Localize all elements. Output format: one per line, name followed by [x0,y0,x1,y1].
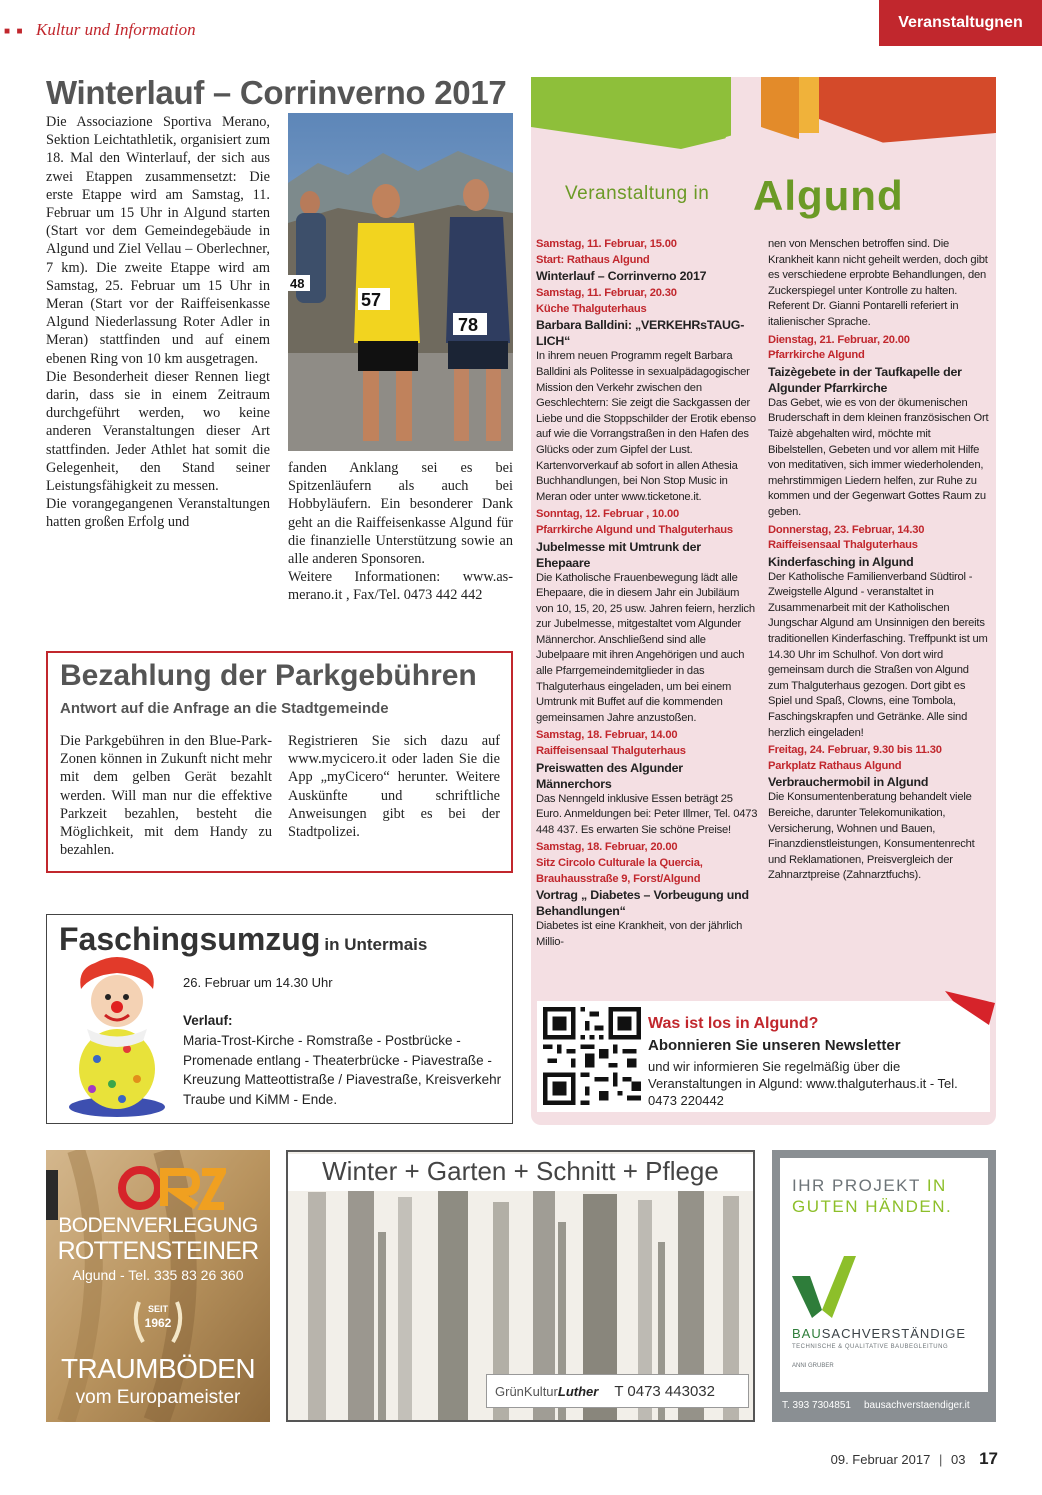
ad-brand [792,1326,966,1341]
qr-code-icon[interactable] [543,1007,641,1105]
clown-icon [67,949,167,1117]
article-title: Winterlauf – Corrinverno 2017 [46,74,507,111]
ad-contact-bar [486,1374,749,1408]
footer-separator: | [938,1452,943,1467]
event-item [536,507,758,726]
ad-gruenkultur[interactable] [286,1150,755,1422]
parking-column-1: Die Parkgebühren in den Blue-Park-Zonen können in Zukunft nicht mehr mit dem gelben Gerät bezahlt werden. Will man nur die effektive Parkzeit bezahlen, besteht die Möglichkeit, mit dem Handy zu bezahlen. [60,733,272,859]
event-text: Das Nenngeld inklusive Essen beträgt 25 Euro. Anmeldungen bei: Peter Illmer, Tel. 0473 448 437. Es erwarten Sie schöne Preise! [536,792,758,836]
event-item [768,523,990,742]
event-title: Vortrag „ Diabetes – Vorbeugung und Behandlungen“ [536,888,749,919]
event-text: Diabetes ist eine Krankheit, von der jährlich Millio- [536,920,743,948]
newsletter-title: Was ist los in Algund? [648,1015,819,1032]
seit-year: 1962 [144,1316,172,1330]
seit-badge [129,1292,187,1350]
parking-column-2: Registrieren Sie sich dazu auf www.mycicero.it oder laden Sie die App „myCicero“ herunter. Weitere Auskünfte und schriftliche Anweisungen gibt es bei der Stadtpolizei. [288,733,500,841]
ad-headline-1 [792,1176,947,1196]
event-place: Küche Thalguterhaus [536,302,647,315]
events-heading-big: Algund [753,172,904,219]
event-date: Samstag, 11. Februar, 20.30 [536,287,677,300]
ad-bodenverlegung[interactable] [46,1150,270,1422]
event-date: Donnerstag, 23. Februar, 14.30 [768,523,925,536]
newsletter-box [537,1001,990,1112]
fasching-route-label: Verlauf: [183,1013,233,1028]
event-text: Die Konsumentenberatung behandelt viele Bereiche, darunter Telekomunikation, Versicherung, Wohnen und Bauen, Finanzdienstleistungen, Konsumentenrecht und Reklamationen, Preisvergleich der Zahnarztpreise (Zahnarztfuchs). [768,791,975,882]
event-item [536,840,758,950]
event-title: Jubelmesse mit Umtrunk der Ehepaare [536,539,701,570]
ad-phone: Algund - Tel. 335 83 26 360 [72,1267,244,1283]
seit-label: SEIT [147,1304,168,1314]
event-title: Preiswatten des Algunder Männerchors [536,760,683,791]
article-column-2 [288,459,513,605]
ad-headline: Winter + Garten + Schnitt + Pflege [288,1154,753,1191]
ad-slogan: TRAUMBÖDEN [60,1353,256,1384]
event-place: Sitz Circolo Culturale la Quercia, Brauhausstraße 9, Forst/Algund [536,857,703,885]
newsletter-text: und wir informieren Sie regelmäßig über die Veranstaltungen in Algund: www.thalguterhaus.it - Tel. 0473 220442 [648,1059,958,1108]
newsletter-subtitle: Abonnieren Sie unseren Newsletter [648,1037,901,1054]
runners-photo [288,113,513,451]
event-title: Barbara Balldini: „VERKEHRsTAUG-LICH“ [536,318,745,349]
article-contact: Weitere Informationen: www.as-merano.it , Fax/Tel. 0473 442 442 [288,569,513,604]
event-date: Samstag, 18. Februar, 14.00 [536,729,678,742]
events-column-right [768,237,990,886]
bau-logo-icon [792,1256,856,1318]
event-continuation: nen von Menschen betroffen sind. Die Krankheit kann nicht geheilt werden, doch gibt es verschiedene erprobte Behandlungen, den Zuckerspiegel unter Kontrolle zu halten. Referent Dr. Gianni Pontarelli referiert in italienischer Sprache. [768,238,988,328]
event-date: Sonntag, 12. Februar , 10.00 [536,508,679,521]
event-title: Verbrauchermobil in Algund [768,775,929,790]
event-place: Start: Rathaus Algund [536,253,650,266]
category-tab: Veranstaltugnen [879,0,1042,46]
event-place: Pfarrkirche Algund [768,349,865,362]
article-paragraph: fanden Anklang sei es bei Spitzenläufern als auch bei Hobbyläufern. Ein besonderer Dank geht an die Raiffeisenkasse Algund für die finanzielle Unterstützung sowie an alle anderen Sponsoren. [288,460,513,568]
fasching-route: Maria-Trost-Kirche - Romstraße - Postbrücke - Promenade entlang - Theaterbrücke - Piavestraße - Kreuzung Matteottistraße / Piavestraße, Kreisverkehr Traube und KiMM - Ende. [183,1033,502,1107]
orz-logo-icon [116,1162,226,1214]
event-text: Das Gebet, wie es von der ökumenischen Bruderschaft in dem kleinen französischen Ort Taizè abgehalten wird, möchte mit Bibelstellen, Gebeten und vor allem mit Hilfe von meditativen, sich immer wiederholenden, mehrstimmigen Liedern helfen, zur Ruhe zu kommen und der Gegenwart Gottes Raum zu geben. [768,396,989,518]
event-text: Der Katholische Familienverband Südtirol - Zweigstelle Algund - veranstaltet in Zusammenarbeit mit der Katholischen Jungschar Algund am Unsinnigen den bereits traditionellen Kinderfasching. Treffpunkt ist um 14.30 Uhr im Schulhof. Von dort wird gemeinsam durch die Straßen von Algund zum Thalguterhaus gezogen. Dort gibt es Spiel und Spaß, Clowns, eine Tombola, Faschingskrapfen und Getränke. Alle sind herzlich eingeladen! [768,570,988,739]
events-heading-small: Veranstaltung in [565,183,710,204]
ad-phone: T 0473 443032 [614,1382,715,1400]
headline-text: IHR PROJEKT [792,1176,921,1195]
event-title: Taizègebete in der Taufkapelle der Algunder Pfarrkirche [768,364,962,395]
article-paragraph: Die vorangegangenen Veranstaltungen hatten großen Erfolg und [46,496,270,531]
events-panel [531,77,996,1125]
ad-tagline: TECHNISCHE & QUALITATIVE BAUBEGLEITUNG [792,1344,949,1350]
article-column-1 [46,113,270,532]
event-item [536,286,758,505]
events-column-left [536,237,758,952]
runner-bib-48: 48 [290,276,305,291]
brand-b: SACHVERSTÄNDIGE [821,1326,967,1341]
ad-person: ANNI GRUBER [792,1363,834,1369]
runner-bib-78: 78 [458,315,479,335]
event-item [536,728,758,838]
ad-line-2: ROTTENSTEINER [57,1237,259,1265]
fasching-date: 26. Februar um 14.30 Uhr [183,975,333,990]
parking-article-box [46,651,513,873]
event-text: In ihrem neuen Programm regelt Barbara Balldini als Politesse in sexualpädagogischer Mission den Verkehr zwischen den Geschlechtern: Sie zeigt die Sackgassen der Liebe und die Stoppschilder der Erotik ebenso auf wie die Vorrangstraßen in den Hafen des Glücks oder zum Gipfel der Lust. Kartenvorverkauf ab sofort in allen Athesia Buchhandlungen, bei Non Stop Music in Meran oder unter www.ticketone.it. [536,350,756,503]
event-date: Samstag, 11. Februar, 15.00 [536,238,677,250]
event-place: Raiffeisensaal Thalguterhaus [768,539,918,552]
parking-subtitle: Antwort auf die Anfrage an die Stadtgemeinde [60,700,389,717]
event-date: Dienstag, 21. Februar, 20.00 [768,333,910,346]
red-flag-corner-icon [945,991,995,1031]
runners-illustration [288,113,513,451]
fasching-title-suffix: in Untermais [324,935,428,954]
event-text: Die Katholische Frauenbewegung lädt alle Ehepaare, die in diesem Jahr ein Jubiläum von 10, 15, 20, 25 usw. Jahren feiern, herzlich zur Jubelmesse, mitgestaltet vom Algunder Männerchor. Anschließend sind alle Jubelpaare mit ihren Angehörigen und auch alle Pfarrgemeindemitglieder in das Thalguterhaus eingeladen, um bei einem Umtrunk mit Buffet auf die kommenden gemeinsamen Jahre anzustoßen. [536,571,755,724]
section-title: Kultur und Information [36,20,196,39]
event-title: Kinderfasching in Algund [768,554,914,569]
ad-slogan-sub: vom Europameister [75,1387,241,1408]
parking-title: Bezahlung der Parkgebühren [60,659,477,692]
fasching-box [46,914,513,1124]
headline-accent: IN [926,1176,947,1195]
page-number: 17 [979,1449,998,1468]
brand-name-b: Luther [557,1383,599,1399]
ad-line-1: BODENVERLEGUNG [58,1214,258,1237]
events-banner-graphic [531,77,996,169]
event-item [768,743,990,884]
ad-website-link[interactable]: bausachverstaendiger.it [864,1400,970,1411]
runner-bib-57: 57 [361,290,382,310]
event-item [536,237,758,284]
event-place: Parkplatz Rathaus Algund [768,759,902,772]
ad-bausachverstaendige[interactable] [772,1150,996,1422]
page-footer [831,1449,998,1469]
issue-number: 03 [950,1452,966,1467]
brand-name-a: GrünKultur [495,1383,558,1399]
article-paragraph: Die Besonderheit dieser Rennen liegt darin, dass sie in einem Zeitraum durchgeführt werden, wo keine anderen Veranstaltungen dieser Art stattfinden. Jeder Athlet hat somit die Gelegenheit, den Stand seiner Leistungsfähigkeit zu messen. [46,368,270,495]
event-place: Raiffeisensaal Thalguterhaus [536,745,686,758]
ad-headline-2: GUTEN HÄNDEN. [792,1197,953,1216]
issue-date: 09. Februar 2017 [830,1452,931,1467]
brand-a: BAU [792,1326,822,1341]
event-place: Pfarrkirche Algund und Thalguterhaus [536,523,733,536]
article-paragraph: Die Associazione Sportiva Merano, Sektion Leichtathletik, organisiert zum 18. Mal den Winterlauf, der sich aus zwei Etappen zusammensetzt: Die erste Etappe wird am Samstag, 11. Februar um 15 Uhr in Algund starten (Start vor dem Gemeindegebäude in Algund und Ziel Vellau – Oberlechner, 7 km). Die zweite Etappe wird am Samstag, 25. Februar um 15 Uhr in Meran (Start vor der Raiffeisenkasse Algund Niederlassung Roter Adler in Meran) stattfinden und auf einem ebenen Ring von 10 km ausgetragen. [46,114,270,367]
event-title: Winterlauf – Corrinverno 2017 [536,269,707,284]
ad-phone: T. 393 7304851 [782,1400,851,1411]
event-date: Samstag, 18. Februar, 20.00 [536,841,678,854]
event-date: Freitag, 24. Februar, 9.30 bis 11.30 [768,744,942,757]
event-item [768,333,990,521]
section-marker: ■ ■ [4,26,25,37]
fasching-title: Faschingsumzug [59,921,321,957]
